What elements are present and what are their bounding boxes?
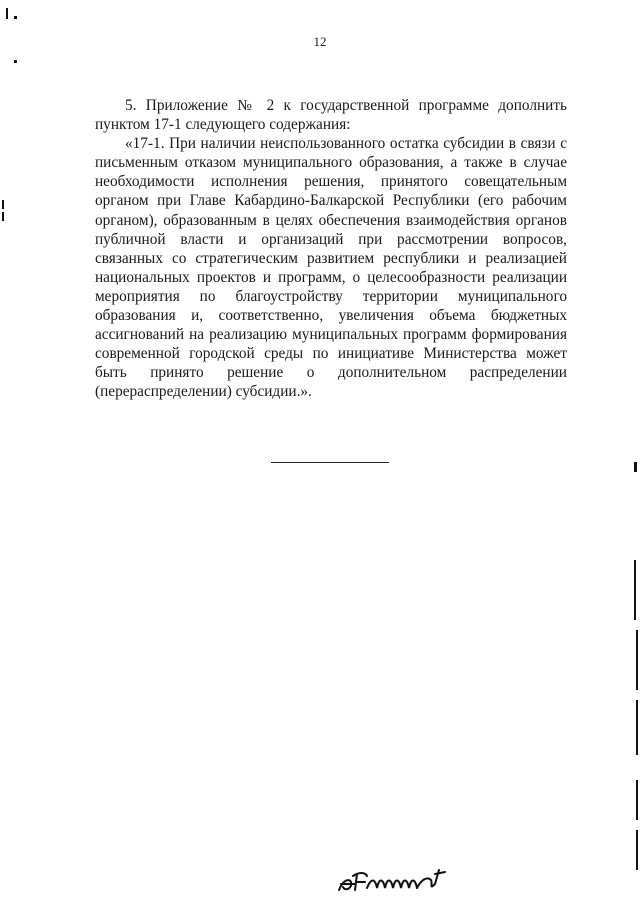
scan-artifact — [14, 60, 17, 63]
document-body — [95, 96, 567, 402]
paragraph-clause-17-1: «17-1. При наличии неиспользованного остатка субсидии в связи с письменным отказом муниципального образования, а также в случае необходимости исполнения решения, принятого совещательным органом при Главе Кабардино-Балкарской Республики (его рабочим органом), образованным в целях обеспечения взаимодействия органов публичной власти и организаций при рассмотрении вопросов, связанных со стратегическим развитием республики и реализацией национальных проектов и программ, о целесообразности реализации мероприятия по благоустройству территории муниципального образования и, соответственно, увеличения объема бюджетных ассигнований на реализацию муниципальных программ формирования современной городской среды по инициативе Министерства может быть принято решение о дополнительном распределении (перераспределении) субсидии.». — [95, 135, 567, 401]
scan-artifact — [636, 700, 638, 755]
scan-artifact — [636, 830, 638, 870]
scan-artifact — [2, 212, 4, 221]
scan-artifact — [14, 16, 17, 19]
handwritten-signature-icon — [335, 860, 450, 898]
scan-artifact — [634, 560, 636, 620]
scan-artifact — [6, 8, 8, 19]
end-separator-line — [271, 462, 389, 463]
scan-artifact — [2, 200, 4, 209]
paragraph-amendment: 5. Приложение № 2 к государственной программе дополнить пунктом 17-1 следующего содержания: — [95, 97, 567, 134]
scan-artifact — [636, 630, 638, 690]
page-number: 12 — [313, 34, 327, 49]
scan-artifact — [634, 462, 637, 472]
scan-artifact — [636, 780, 638, 820]
